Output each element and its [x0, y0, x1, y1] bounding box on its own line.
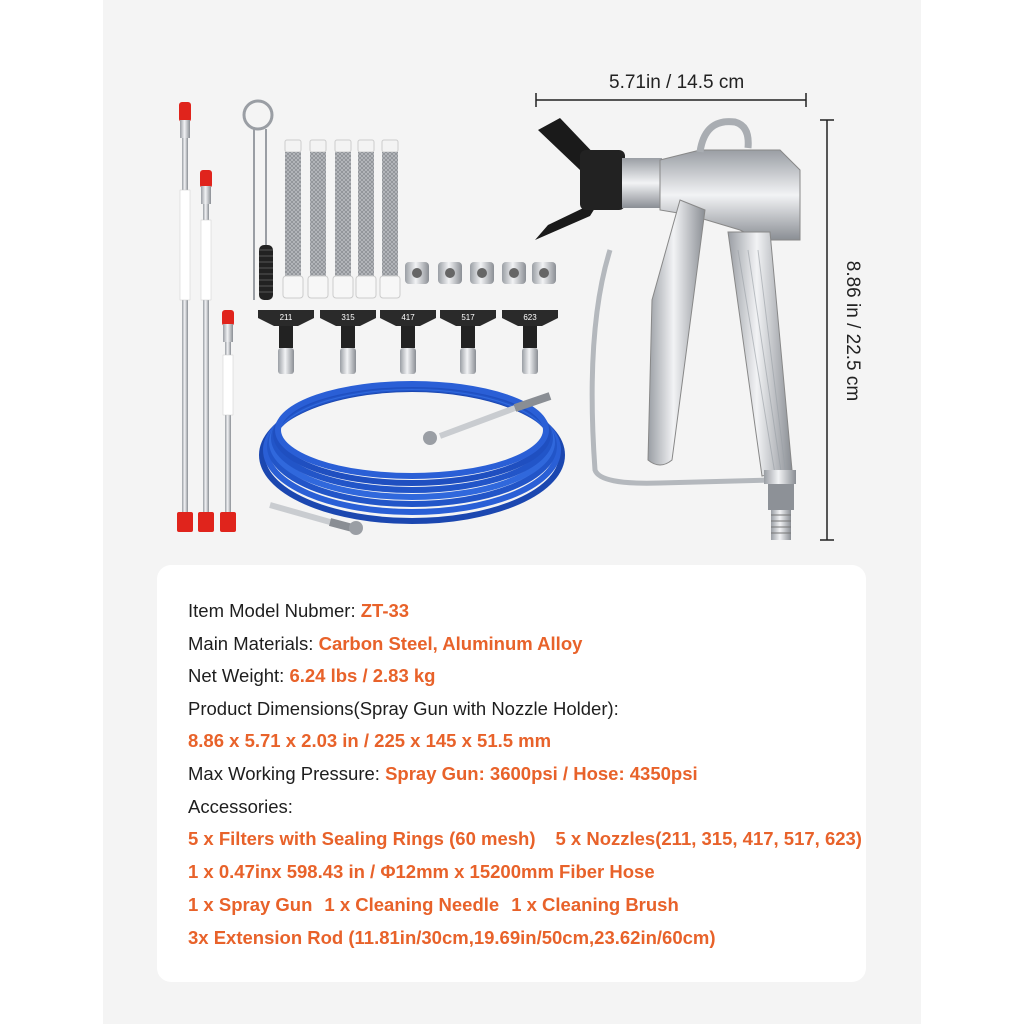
nozzle-code-label: 417	[401, 313, 415, 322]
acc-needle: 1 x Cleaning Needle	[324, 894, 500, 915]
model-label: Item Model Nubmer:	[188, 600, 361, 621]
width-dimension-label: 5.71in / 14.5 cm	[609, 72, 745, 93]
pressure-value: Spray Gun: 3600psi / Hose: 4350psi	[385, 763, 698, 784]
nozzle-code-label: 315	[341, 313, 355, 322]
weight-line	[188, 665, 435, 687]
accessories-heading: Accessories:	[188, 796, 293, 817]
height-dimension-line	[820, 120, 834, 540]
model-line	[188, 600, 409, 622]
acc-nozzles: 5 x Nozzles(211, 315, 417, 517, 623)	[555, 828, 862, 849]
height-dimension-label: 8.86 in / 22.5 cm	[842, 260, 863, 402]
extension-rod-60cm	[177, 102, 193, 532]
nozzle-623	[502, 310, 558, 374]
acc-rods: 3x Extension Rod (11.81in/30cm,19.69in/50cm,23.62in/60cm)	[188, 927, 716, 948]
nozzle-211	[258, 310, 314, 374]
nozzle-417	[380, 310, 436, 374]
dimensions-value: 8.86 x 5.71 x 2.03 in / 225 x 145 x 51.5 mm	[188, 730, 552, 751]
pressure-line	[188, 763, 698, 785]
nozzle-517	[440, 310, 496, 374]
model-value: ZT-33	[360, 600, 410, 621]
weight-value: 6.24 lbs / 2.83 kg	[289, 665, 436, 686]
nozzle-315	[320, 310, 376, 374]
acc-hose: 1 x 0.47inx 598.43 in / Φ12mm x 15200mm Fiber Hose	[188, 861, 655, 882]
fiber-hose	[262, 384, 562, 535]
acc-filters: 5 x Filters with Sealing Rings (60 mesh)	[188, 828, 536, 849]
weight-label: Net Weight:	[188, 665, 290, 686]
pressure-label: Max Working Pressure:	[188, 763, 386, 784]
accessories-line-3	[188, 894, 679, 916]
materials-label: Main Materials:	[188, 633, 319, 654]
accessories-line-1	[188, 828, 862, 850]
acc-brush: 1 x Cleaning Brush	[511, 894, 679, 915]
width-dimension-line	[536, 93, 806, 107]
sealing-rings	[405, 262, 556, 284]
dimensions-heading: Product Dimensions(Spray Gun with Nozzle Holder):	[188, 698, 619, 719]
acc-gun: 1 x Spray Gun	[188, 894, 313, 915]
extension-rod-30cm	[220, 310, 236, 532]
nozzle-code-label: 623	[523, 313, 537, 322]
nozzle-code-label: 517	[461, 313, 475, 322]
spray-gun	[535, 118, 800, 540]
materials-line	[188, 633, 582, 655]
extension-rod-50cm	[198, 170, 214, 532]
cleaning-brush	[259, 129, 273, 300]
materials-value: Carbon Steel, Aluminum Alloy	[318, 633, 583, 654]
filters	[283, 140, 400, 298]
nozzle-code-label: 211	[279, 313, 293, 322]
